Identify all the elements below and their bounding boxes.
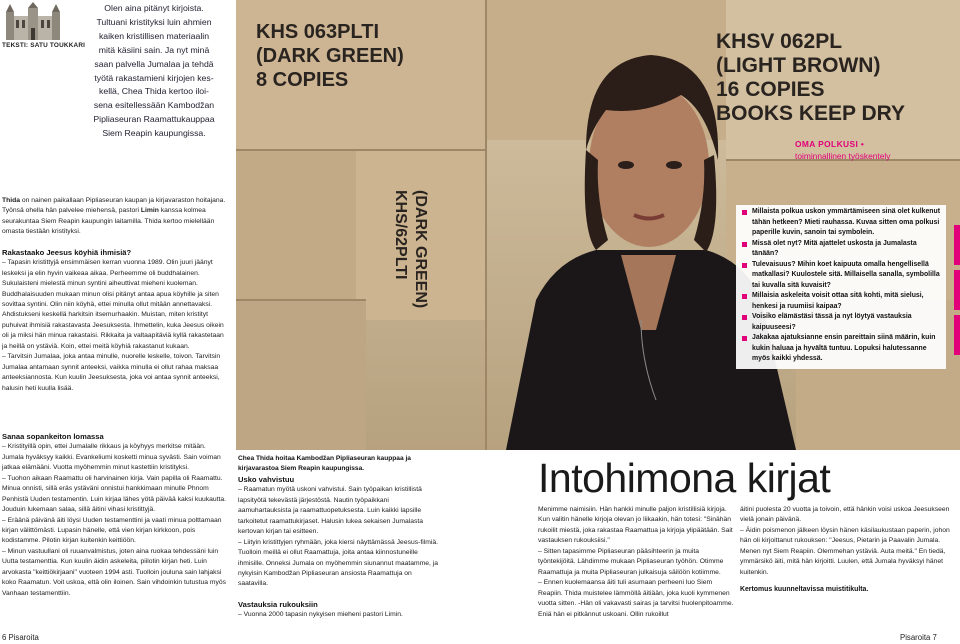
intro-line: saan palvella Jumalaa ja tehdä <box>94 58 214 69</box>
box-label: (LIGHT BROWN) <box>716 54 881 77</box>
body-paragraph: – Tarvitsin Jumalaa, joka antaa minulle, nuorelle leskelle, toivon. Tarvitsin Jumalaa antamaan synnit anteeksi, vaikka minulla ei ollut rahaa maksaa anteeksiannosta. Kun kuulin Jeesuksesta, joka voi antaa synnit anteeksi, halusin heti kuulla lisää. <box>2 353 221 392</box>
questions-box <box>736 205 946 369</box>
box-label: 8 COPIES <box>256 69 349 91</box>
box-label: (DARK GREEN) <box>412 190 429 309</box>
accent-bar <box>954 225 960 265</box>
cathedral-icon <box>2 2 64 42</box>
intro-line: Pipliaseuran Raamattukauppaa <box>93 114 215 125</box>
author-credit: TEKSTI: SATU TOUKKARI <box>2 42 86 49</box>
question-item: Jakakaa ajatuksianne ensin pareittain siinä määrin, kuin kukin haluaa ja hyvältä tuntuu. Lopuksi halutessanne myös kaikki yhdessä. <box>740 333 942 365</box>
body-paragraph: – Eräänä päivänä äiti löysi Uuden testamenttini ja vaati minua polttamaan kirjan välittömästi. Lupasin hänelle, että vien kirjan kirkkoon, pois kodistamme. Pilotin kirjan kuitenkin keittiöön. <box>2 516 222 545</box>
question-item: Voisiko elämästäsi tässä ja nyt löytyä vastauksia kaipuuseesi? <box>740 312 942 333</box>
box-label: BOOKS KEEP DRY <box>716 102 906 125</box>
section-tag <box>795 138 955 162</box>
section-heading: Sanaa sopankeiton lomassa <box>2 432 104 441</box>
body-paragraph: Menimme naimisiin. Hän hankki minulle paljon kristillisiä kirjoja. Kun valitin hänelle kirjoja olevan jo liikaakin, hän totesi: "Sinähän rukoilit miestä, joka rakastaa Raamattua ja kirjoja ylipäätään. Sait vastauksen rukouksiisi." <box>538 506 733 545</box>
square-bullet-icon <box>742 263 747 268</box>
box-label: KHS 063PLTI <box>256 21 379 43</box>
tag-bullet: • <box>860 139 865 149</box>
article-column-4 <box>740 505 956 596</box>
section-heading: Rakastaako Jeesus köyhiä ihmisiä? <box>2 247 132 257</box>
article-title: Intohimona kirjat <box>538 455 831 501</box>
body-paragraph: – Kristityillä opin, ettei Jumalalle rikkaus ja köyhyys merkitse mitään. Jumala hyväksyy kaikki. Evankeliumi kosketti minua syvästi. Sain voiman jatkaa elämääni. Vuotta myöhemmin minut kastettiin kristityksi. <box>2 443 221 472</box>
accent-bar <box>954 270 960 310</box>
section-heading: Usko vahvistuu <box>238 475 295 484</box>
body-paragraph: – Liityin kristittyjen ryhmään, joka kiersi näyttämässä Jeesus-filmiä. Tuolloin meillä ei ollut Raamattuja, joita antaa kiinnostuneille ihmisille. Onneksi Jumala on myöhemmin siunannut maatamme, ja nykyisin Kambodžan Pipliaseuran ansiosta Raamattuja on saatavilla. <box>238 538 438 588</box>
accent-bar <box>954 315 960 355</box>
body-paragraph: – Sitten tapasimme Pipliaseuran pääsihteerin ja muita työntekijöitä. Lähdimme mukaan Pipliaseuran työhön. Otimme Raamattuja ja muita Pipliaseuran julkaisuja säilöön kotiimme. <box>538 547 724 576</box>
article-column-1a <box>2 196 227 394</box>
question-item: Millaista polkua uskon ymmärtämiseen sinä olet kulkenut tähän hetkeen? Mieti rauhassa. Kuvaa sitten oma polkusi paperille kuvin, sanoin tai symbolein. <box>740 207 942 239</box>
intro-line: työtä rakastamieni kirjojen kes- <box>94 72 214 83</box>
box-label: (DARK GREEN) <box>256 45 404 67</box>
intro-line: mitä käsiini sain. Ja nyt minä <box>98 44 210 55</box>
tag-title: OMA POLKUSI <box>795 139 859 149</box>
page-number-right: Pisaroita 7 <box>900 633 937 642</box>
intro-line: Siem Reapin kaupungissa. <box>102 128 206 139</box>
question-item: Millaisia askeleita voisit ottaa sitä kohti, mitä sielusi, henkesi ja ruumiisi kaipaa? <box>740 291 942 312</box>
box-label: 16 COPIES <box>716 78 825 101</box>
intro-line: kaiken kristillisen materiaalin <box>98 30 210 41</box>
body-paragraph: – Ennen kuolemaansa äiti tuli asumaan perheeni luo Siem Reapiin. Thida muistelee lämmöllä äitiään, joka kuoli kymmenen vuotta sitten. -Hän oli vakavasti sairas ja tarvitsi huolenpitoamme. Eniä hän ei pitkännut uskoani. Ollin rukoillut <box>538 579 734 618</box>
question-item: Missä olet nyt? Mitä ajattelet uskosta ja Jumalasta tänään? <box>740 239 942 260</box>
intro-line: sena esitellessään Kambodžan <box>93 100 215 111</box>
square-bullet-icon <box>742 242 747 247</box>
square-bullet-icon <box>742 315 747 320</box>
section-heading: Kertomus kuunneltavissa muistitikulta. <box>740 586 869 594</box>
intro-line: Olen aina pitänyt kirjoista. <box>104 3 204 13</box>
square-bullet-icon <box>742 294 747 299</box>
intro-line: Tultuani kristityksi luin ahmien <box>96 16 212 27</box>
tag-subtitle: toiminnallinen työskentely <box>795 151 891 161</box>
article-column-3 <box>538 505 734 620</box>
body-paragraph: – Äidin poismenon jälkeen löysin hänen käsilaukustaan paperin, johon hän oli kirjoittanut rukouksen: "Jeesus, Pietarin ja Paavalin Jumala. Menen nyt Siem Reapiin. Olemmehan ystäviä. Auta meitä." En tiedä, ymmärsikö äiti, mitä hän kirjoitti. Luulen, että Jumala hyväksyi hänet kuitenkin. <box>740 526 950 576</box>
body-paragraph: – Vuonna 2000 tapasin nykyisen mieheni pastori Limin. <box>238 611 403 619</box>
article-column-2 <box>238 474 438 621</box>
square-bullet-icon <box>742 210 747 215</box>
box-label: KHSV 062PL <box>716 30 843 53</box>
body-paragraph: – Minun vastuullani oli ruuanvalmistus, joten aina ruokaa tehdessäni luin Uutta testamenttia. Kun kuulin äidin askeleita, piilotin kirjan heti. Luin arvokasta "keittiökirjaani" vuoteen 1994 asti. Tuolloin jouluna sain lahjaksi koko Raamatun. Voit uskoa, että olin iloinen. Sain vihdoinkin tutustua myös Vanhaan testamenttiin. <box>2 547 227 597</box>
question-item: Tulevaisuus? Mihin koet kaipuuta omalla hengellisellä matkallasi? Kuulostele sitä. Millaisella sanalla, symbolilla tai kuvalla sitä kuvaisit? <box>740 260 942 292</box>
box-label: KHS/62PLTI <box>392 190 409 280</box>
intro-line: kellä, Chea Thida kertoo iloi- <box>99 86 209 97</box>
square-bullet-icon <box>742 336 747 341</box>
body-paragraph: – Tapasin kristittyjä ensimmäisen kerran vuonna 1989. Olin juuri jäänyt leskeksi ja elin hyvin vaikeaa aikaa. Perheemme oli buddhalainen. Sukulaisteni mielestä minun syntini aiheuttivat mieheni kuoleman. Buddhalaisuuden mukaan minun olisi pitänyt antaa apua köyhille ja siten sovittaa syntini. Olin niin köyhä, ettei minulla ollut mitään annettavaksi. Ahdistukseni keskellä harkitsin itsemurhaakin. Muistan, miten kristityt puhuivat ihmisiä rakastavasta Jeesuksesta. Ihmettelin, kuka Jeesus oikein oli ja miksi hän minua rakastaisi. Rikkaita ja valtaapitäviä kyllä rakastetaan ja heillä on ystäviä. Koin, ettei meitä köyhiä rakastanut kukaan. <box>2 259 224 350</box>
article-column-1b <box>2 431 227 599</box>
photo-caption: Chea Thida hoitaa Kambodžan Pipliaseuran kauppaa ja kirjavarastoa Siem Reapin kaupungissa. <box>238 455 411 472</box>
body-paragraph: äitini puolesta 20 vuotta ja toivoin, että hänkin voisi uskoa Jeesukseen vielä jonain päivänä. <box>740 506 950 524</box>
body-paragraph: – Tuohon aikaan Raamattu oli harvinainen kirja. Vain papilla oli Raamattu. Minua onnisti, sillä eräs ystäväni onnistui hankkimaan minulle Phnom Penhistä Uuden testamentin. Luin kirjaa lähes yötä päivää kaksi kuukautta. Jouduin lukemaan salaa, sillä äitini vihasi kristittyjä. <box>2 474 227 514</box>
intro-quote <box>80 2 228 141</box>
lead-paragraph: Thida on nainen paikallaan Pipliaseuran kaupan ja kirjavaraston hoitajana. Työnsä ohella hän palvelee miehensä, pastori Limin kanssa kolmea seurakuntaa Siem Reapin kaupungin laitamilla. Thida kertoo mielellään omasta tiestään kristityksi. <box>2 197 226 236</box>
page-number-left: 6 Pisaroita <box>2 633 39 642</box>
body-paragraph: – Raamatun myötä uskoni vahvistui. Sain työpaikan kristillistä lapsityötä tekevästä järjestöstä. Nautin työpaikkani aamuhartauksista ja raamattuopetuksesta. Luin kaikki lapsille tarkoitetut raamattukirjaset. Halusin lukea sekaisen Jumalasta kertovan kirjan tai esitteen. <box>238 486 423 536</box>
section-heading: Vastauksia rukouksiin <box>238 599 318 609</box>
